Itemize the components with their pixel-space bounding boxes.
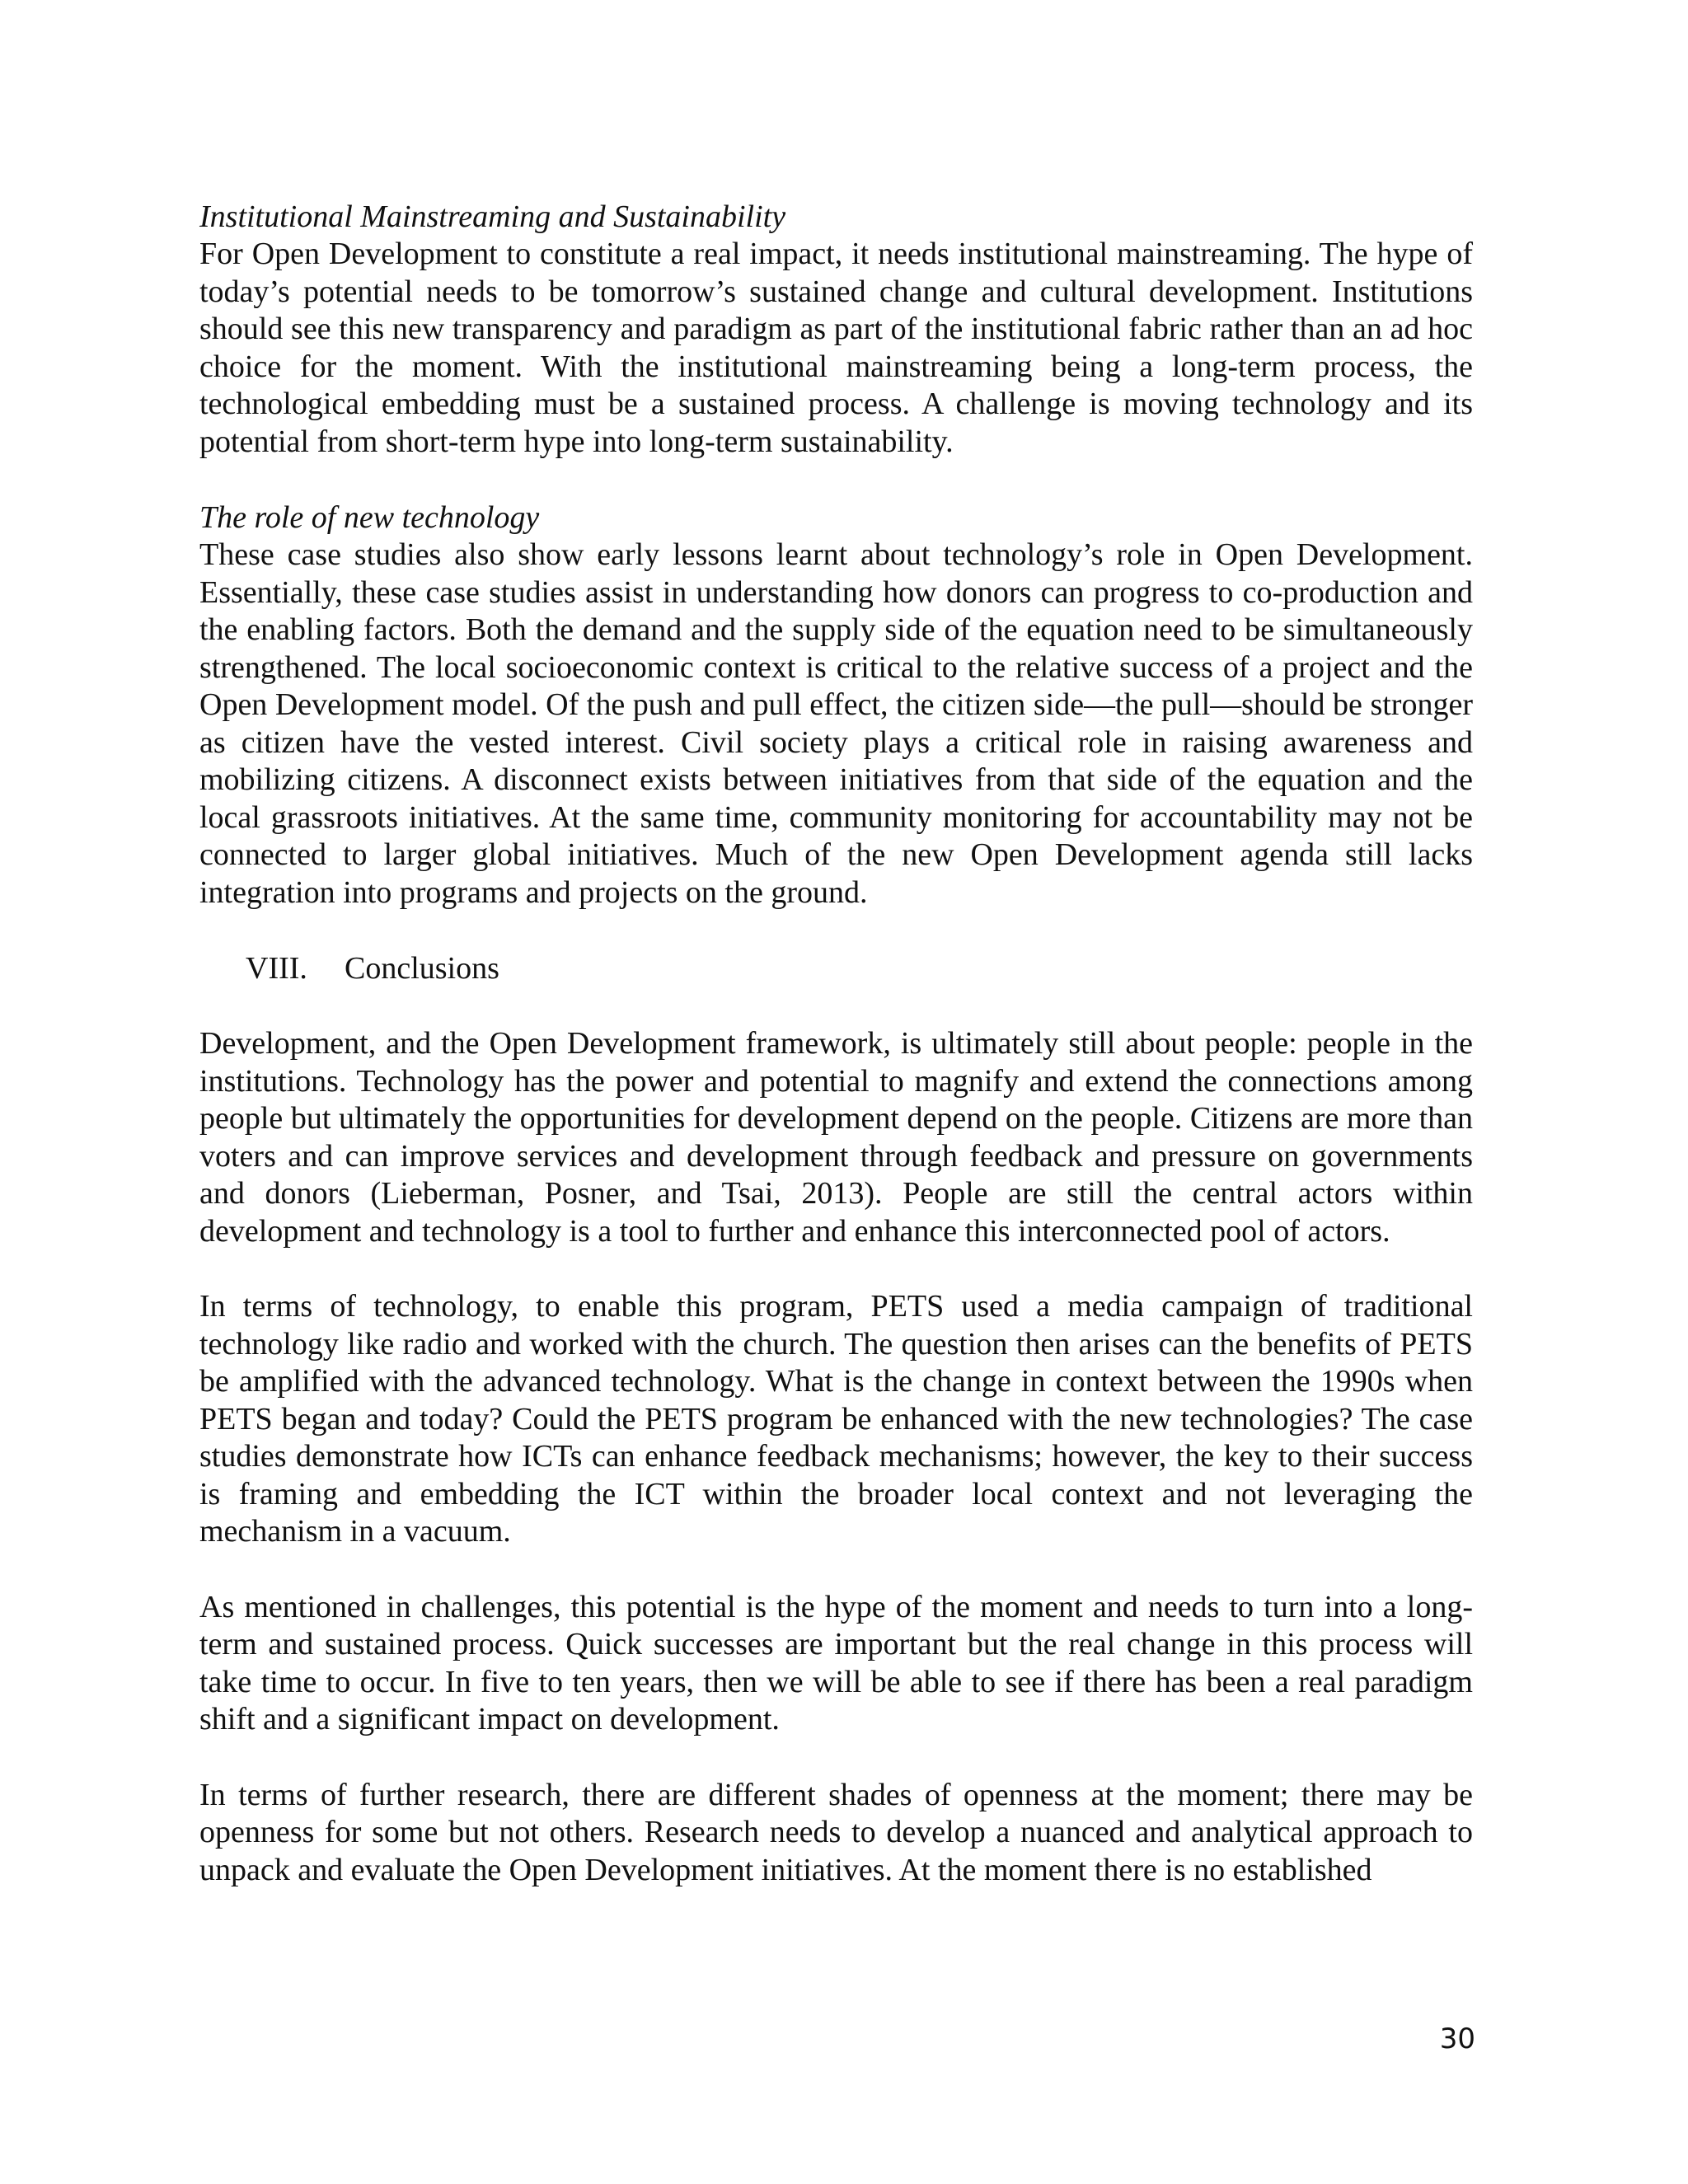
paragraph-conclusions-research: In terms of further research, there are different shades of openness at the moment; there may be openness for some but not others. Research needs to develop a nuanced and analytical approach to unpack and evaluate the Open Development initiatives. At the moment there is no established xyxy=(199,1777,1473,1887)
section-title-conclusions xyxy=(199,949,1473,987)
spacer xyxy=(199,1739,1473,1777)
spacer xyxy=(199,1250,1473,1288)
section-number: VIII. xyxy=(246,951,307,986)
spacer xyxy=(199,987,1473,1025)
paragraph-technology: These case studies also show early lessons learnt about technology’s role in Open Development. Essentially, these case studies assist in understanding how donors can progress to co-production and the enabling factors. Both the demand and the supply side of the equation need to be simultaneously strengthened. The local socioeconomic context is critical to the relative success of a project and the Open Development model. Of the push and pull effect, the citizen side—the pull—should be stronger as citizen have the vested interest. Civil society plays a critical role in raising awareness and mobilizing citizens. A disconnect exists between initiatives from that side of the equation and the local grassroots initiatives. At the same time, community monitoring for accountability may not be connected to larger global initiatives. Much of the new Open Development agenda still lacks integration into programs and projects on the ground. xyxy=(199,537,1473,910)
spacer xyxy=(199,912,1473,949)
spacer xyxy=(199,1551,1473,1589)
section-heading-technology: The role of new technology xyxy=(199,500,540,535)
section-title-text: Conclusions xyxy=(345,951,499,986)
page-body xyxy=(199,198,1473,1889)
paragraph-mainstreaming: For Open Development to constitute a real impact, it needs institutional mainstreaming. The hype of today’s potential needs to be tomorrow’s sustained change and cultural development. Institutions should see this new transparency and paradigm as part of the institutional fabric rather than an ad hoc choice for the moment. With the institutional mainstreaming being a long-term process, the technological embedding must be a sustained process. A challenge is moving technology and its potential from short-term hype into long-term sustainability. xyxy=(199,237,1473,459)
page-number: 30 xyxy=(1439,2022,1475,2055)
paragraph-conclusions-hype: As mentioned in challenges, this potential is the hype of the moment and needs to turn into a long-term and sustained process. Quick successes are important but the real change in this process will take time to occur. In five to ten years, then we will be able to see if there has been a real paradigm shift and a significant impact on development. xyxy=(199,1589,1473,1736)
paragraph-conclusions-technology: In terms of technology, to enable this program, PETS used a media campaign of traditional technology like radio and worked with the church. The question then arises can the benefits of PETS be amplified with the advanced technology. What is the change in context between the 1990s when PETS began and today? Could the PETS program be enhanced with the new technologies? The case studies demonstrate how ICTs can enhance feedback mechanisms; however, the key to their success is framing and embedding the ICT within the broader local context and not leveraging the mechanism in a vacuum. xyxy=(199,1289,1473,1549)
spacer xyxy=(199,461,1473,499)
section-heading-mainstreaming: Institutional Mainstreaming and Sustainability xyxy=(199,199,786,234)
paragraph-conclusions-people: Development, and the Open Development framework, is ultimately still about people: people in the institutions. Technology has the power and potential to magnify and extend the connections among people but ultimately the opportunities for development depend on the people. Citizens are more than voters and can improve services and development through feedback and pressure on governments and donors (Lieberman, Posner, and Tsai, 2013). People are still the central actors within development and technology is a tool to further and enhance this interconnected pool of actors. xyxy=(199,1026,1473,1249)
